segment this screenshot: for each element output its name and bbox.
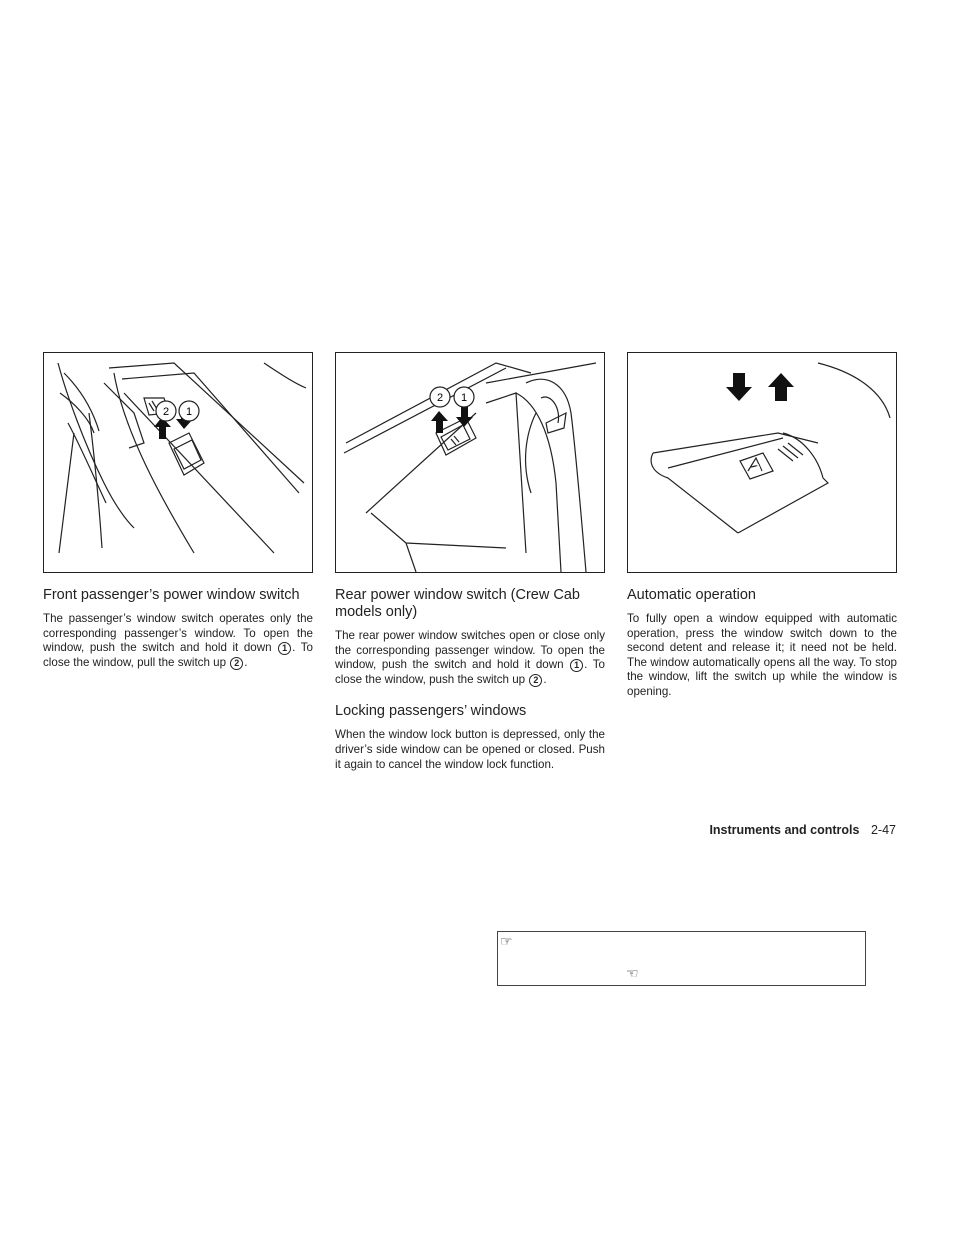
body-automatic-operation: To fully open a window equipped with automatic operation, press the window switch down to the second detent and release it; it need not be held. The window automatically opens all the way. To stop the window, lift the switch up while the window is opening. xyxy=(627,612,897,698)
figure3-switch-letter: A xyxy=(754,463,762,474)
marker-2: 2 xyxy=(529,674,542,687)
figure1-label-1: 1 xyxy=(185,406,193,418)
front-switch-illustration xyxy=(44,353,312,572)
heading-automatic-operation: Automatic operation xyxy=(627,587,756,603)
figure-automatic-switch xyxy=(627,352,897,573)
note-box xyxy=(497,931,866,986)
marker-1: 1 xyxy=(570,659,583,672)
footer-page-number: 2-47 xyxy=(870,823,896,837)
figure1-label-2: 2 xyxy=(162,406,170,418)
figure-front-passenger-switch xyxy=(43,352,313,573)
column-automatic-operation xyxy=(627,352,897,700)
figure2-label-1: 1 xyxy=(460,392,468,404)
body-locking-windows: When the window lock button is depressed, only the driver’s side window can be opened or closed. Push it again to cancel the window lock function. xyxy=(335,728,605,771)
body-front-passenger: The passenger’s window switch operates only the corresponding passenger’s window. To open the window, push the switch and hold it down 1 . To close the window, pull the switch up 2 . xyxy=(43,612,313,669)
pointing-hand-icon: ☜ xyxy=(626,965,639,981)
marker-2: 2 xyxy=(230,657,243,670)
body-rear-window: The rear power window switches open or close only the corresponding passenger window. To open the window, push the switch and hold it down 1 . To close the window, push the switch up 2 . xyxy=(335,629,605,686)
heading-locking-windows: Locking passengers’ windows xyxy=(335,703,527,720)
page-footer xyxy=(709,823,896,837)
heading-rear-window: Rear power window switch (Crew Cab models only) xyxy=(335,587,580,620)
rear-switch-illustration xyxy=(336,353,604,572)
marker-1: 1 xyxy=(278,642,291,655)
pointing-hand-icon: ☞ xyxy=(500,933,513,949)
column-front-passenger xyxy=(43,352,313,670)
figure2-label-2: 2 xyxy=(436,392,444,404)
footer-section-title: Instruments and controls xyxy=(709,823,860,837)
figure-rear-switch xyxy=(335,352,605,573)
heading-front-passenger: Front passenger’s power window switch xyxy=(43,587,300,603)
automatic-switch-illustration xyxy=(628,353,896,572)
column-rear-window xyxy=(335,352,605,772)
